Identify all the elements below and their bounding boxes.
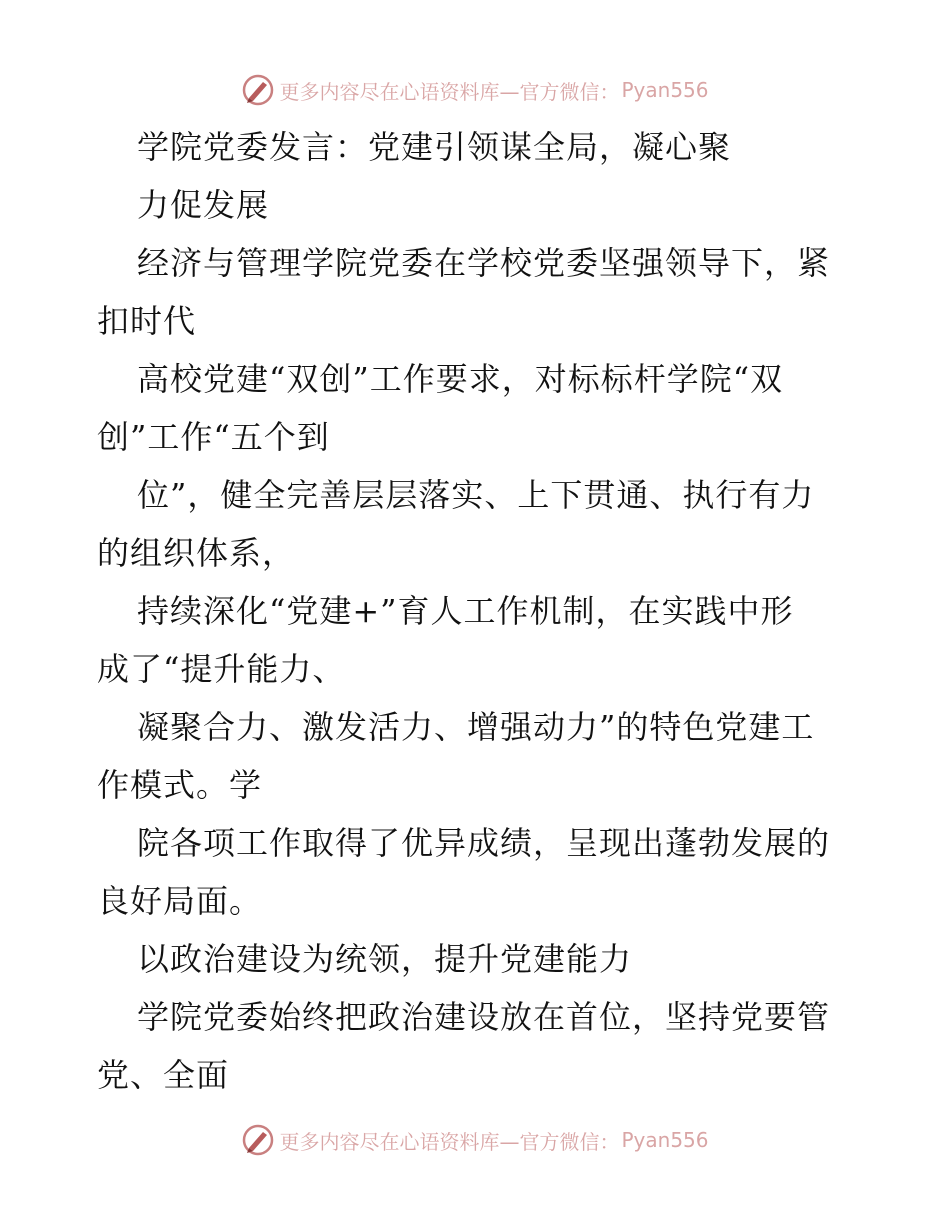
watermark-text: 更多内容尽在心语资料库—官方微信： [279,1129,620,1154]
text-line: 院各项工作取得了优异成绩，呈现出蓬勃发展的 [137,824,831,862]
text-line: 高校党建“双创”工作要求，对标标杆学院“双 [137,360,784,398]
text-line: 的组织体系， [97,534,296,572]
text-line: 力促发展 [137,186,270,224]
text-line: 学院党委始终把政治建设放在首位，坚持党要管 [137,998,831,1036]
footer-watermark [0,1120,950,1160]
text-line: 经济与管理学院党委在学校党委坚强领导下，紧 [137,244,831,282]
text-line: 作模式。学 [97,766,263,804]
pen-seal-icon [241,73,275,107]
pen-seal-icon [241,1123,275,1157]
text-line: 扣时代 [97,302,197,340]
text-line: 创”工作“五个到 [97,418,330,456]
watermark-wechat-id: Pyan556 [621,1128,709,1152]
text-line: 凝聚合力、激发活力、增强动力”的特色党建工 [137,708,815,746]
text-line: 持续深化“党建+”育人工作机制，在实践中形 [137,592,794,630]
text-line: 党、全面 [97,1056,230,1094]
document-body [97,118,857,1104]
header-watermark [0,70,950,110]
text-line: 学院党委发言：党建引领谋全局，凝心聚 [137,128,732,166]
text-line: 以政治建设为统领，提升党建能力 [137,940,633,978]
text-line: 成了“提升能力、 [97,650,346,688]
watermark-wechat-id: Pyan556 [621,78,709,102]
text-line: 位”，健全完善层层落实、上下贯通、执行有力 [137,476,815,514]
watermark-text: 更多内容尽在心语资料库—官方微信： [279,79,620,104]
text-line: 良好局面。 [97,882,263,920]
